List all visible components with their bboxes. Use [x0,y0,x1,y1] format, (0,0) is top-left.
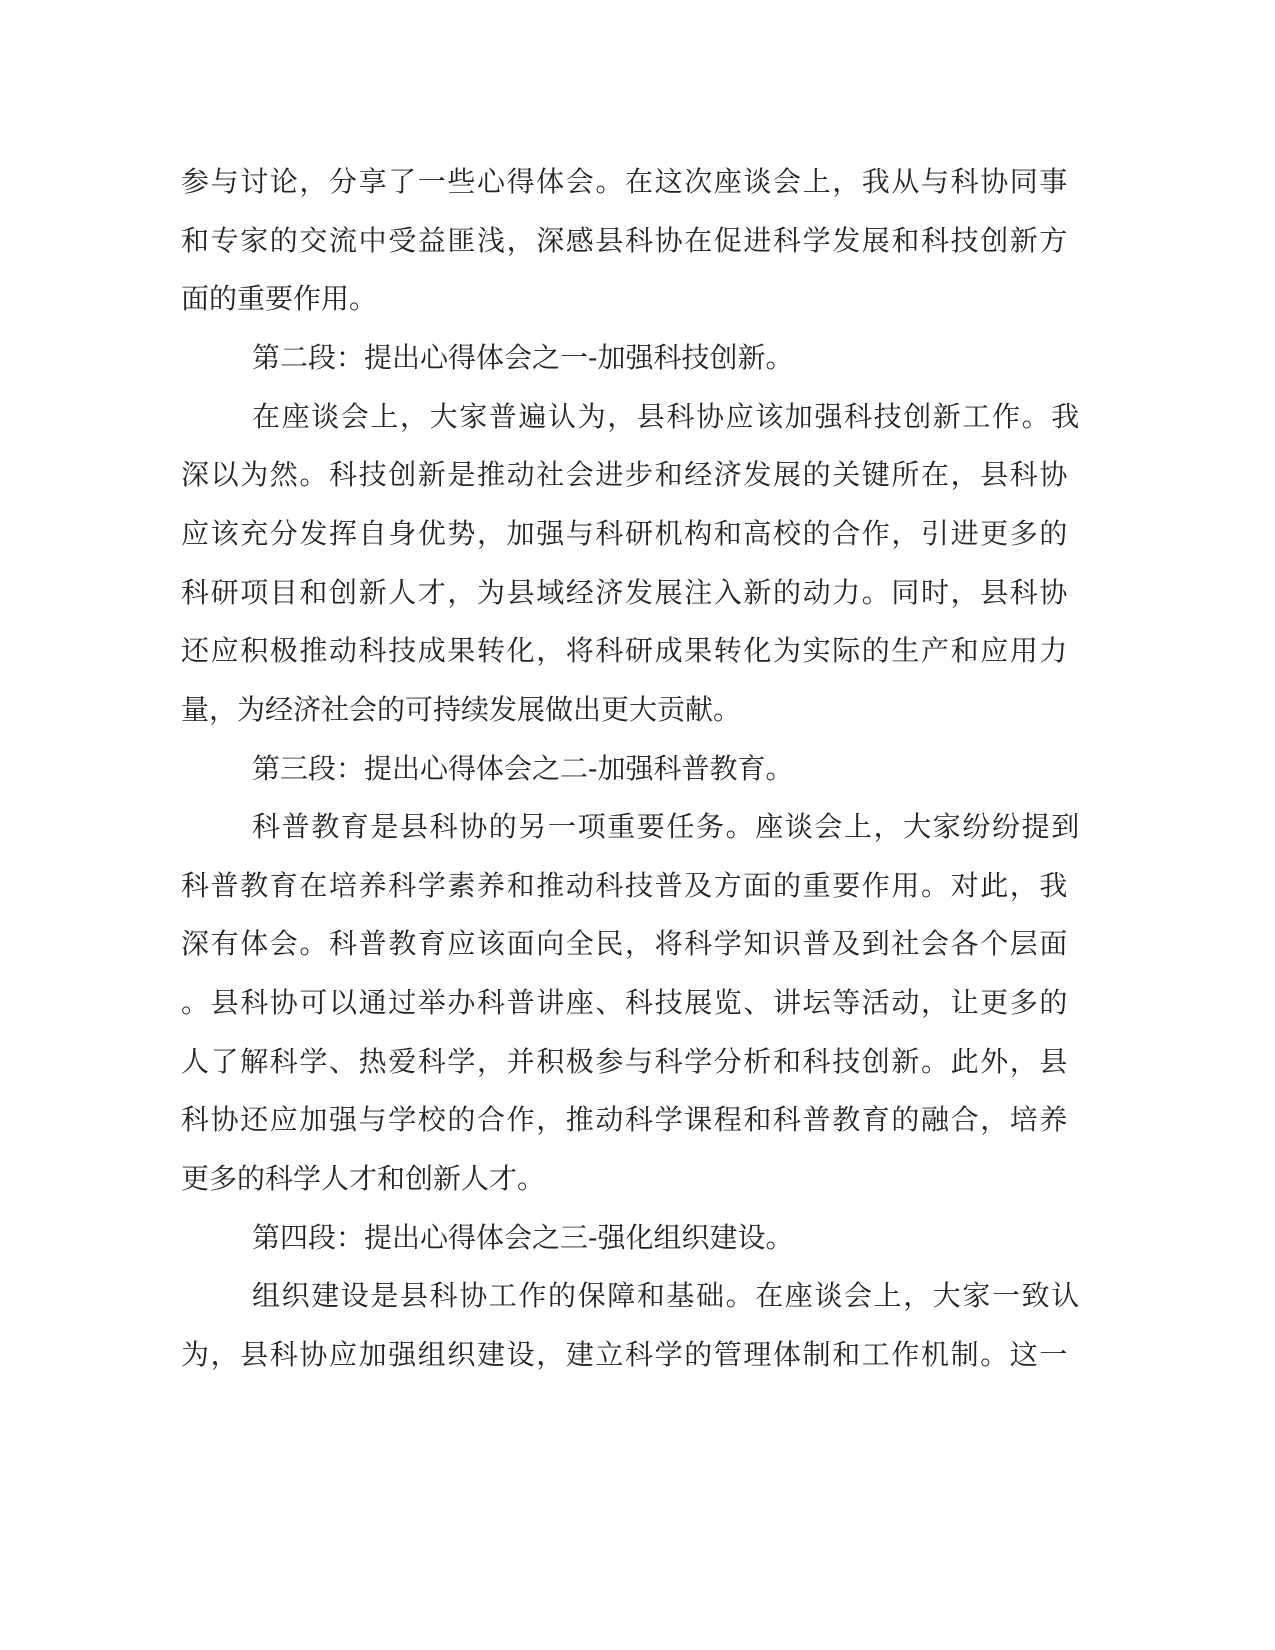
text-line: 为，县科协应加强组织建设，建立科学的管理体制和工作机制。这一 [181,1338,1070,1371]
text-line: 科普教育是县科协的另一项重要任务。座谈会上，大家纷纷提到 [252,810,1081,843]
text-line: 科研项目和创新人才，为县域经济发展注入新的动力。同时，县科协 [181,576,1070,609]
text-line: 参与讨论，分享了一些心得体会。在这次座谈会上，我从与科协同事 [181,165,1070,198]
text-line: 科普教育在培养科学素养和推动科技普及方面的重要作用。对此，我 [181,869,1070,902]
text-line: 组织建设是县科协工作的保障和基础。在座谈会上，大家一致认 [252,1279,1081,1312]
text-line: 深以为然。科技创新是推动社会进步和经济发展的关键所在，县科协 [181,458,1070,491]
text-line: 深有体会。科普教育应该面向全民，将科学知识普及到社会各个层面 [181,927,1070,960]
text-line: 还应积极推动科技成果转化，将科研成果转化为实际的生产和应用力 [181,634,1070,667]
text-line: 应该充分发挥自身优势，加强与科研机构和高校的合作，引进更多的 [181,517,1070,550]
section-heading: 第三段：提出心得体会之二-加强科普教育。 [252,752,794,785]
text-line: 科协还应加强与学校的合作，推动科学课程和科普教育的融合，培养 [181,1103,1070,1136]
text-line: 在座谈会上，大家普遍认为，县科协应该加强科技创新工作。我 [252,400,1081,433]
text-line: 更多的科学人才和创新人才。 [181,1162,546,1195]
text-line: 量，为经济社会的可持续发展做出更大贡献。 [181,693,742,726]
text-line: 面的重要作用。 [181,282,378,315]
text-line: 和专家的交流中受益匪浅，深感县科协在促进科学发展和科技创新方 [181,224,1070,257]
text-line: 人了解科学、热爱科学，并积极参与科学分析和科技创新。此外，县 [181,1045,1070,1078]
text-line: 。县科协可以通过举办科普讲座、科技展览、讲坛等活动，让更多的 [181,986,1070,1019]
section-heading: 第二段：提出心得体会之一-加强科技创新。 [252,341,794,374]
section-heading: 第四段：提出心得体会之三-强化组织建设。 [252,1221,794,1254]
